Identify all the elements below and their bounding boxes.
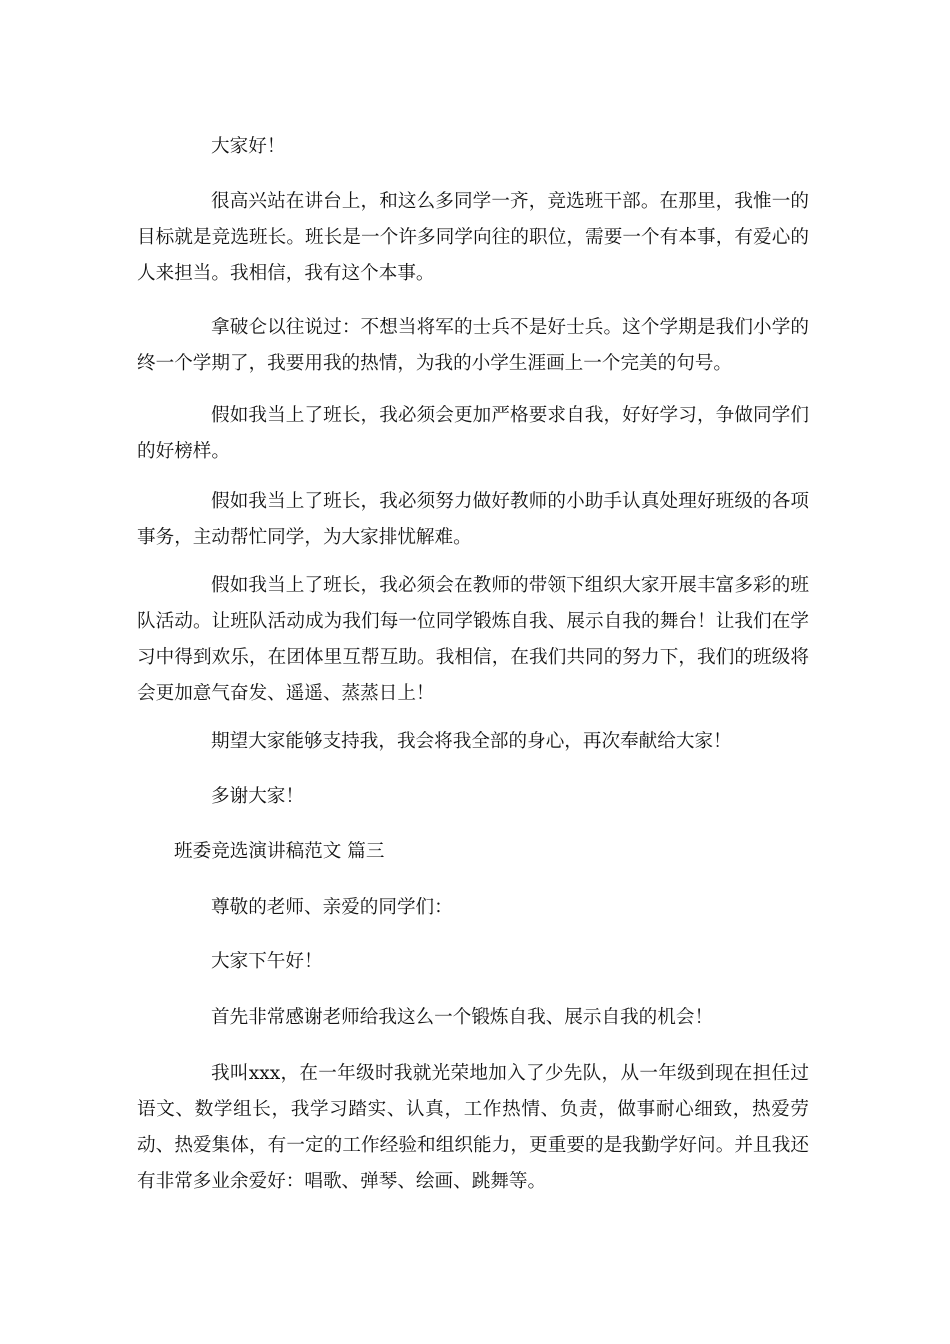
paragraph-napoleon: 拿破仑以往说过：不想当将军的士兵不是好士兵。这个学期是我们小学的终一个学期了，我要用我的热情，为我的小学生涯画上一个完美的句号。 bbox=[137, 317, 809, 374]
paragraph-hope: 期望大家能够支持我，我会将我全部的身心，再次奉献给大家！ bbox=[211, 731, 732, 752]
paragraph-good-afternoon: 大家下午好！ bbox=[211, 951, 323, 972]
paragraph-promise-1: 假如我当上了班长，我必须会更加严格要求自我，好好学习，争做同学们的好榜样。 bbox=[137, 405, 809, 462]
paragraph-intro: 很高兴站在讲台上，和这么多同学一齐，竞选班干部。在那里，我惟一的目标就是竞选班长。班长是一个许多同学向往的职位，需要一个有本事，有爱心的人来担当。我相信，我有这个本事。 bbox=[137, 191, 809, 284]
paragraph-promise-2: 假如我当上了班长，我必须努力做好教师的小助手认真处理好班级的各项事务，主动帮忙同学，为大家排忧解难。 bbox=[137, 491, 809, 548]
paragraph-gratitude: 首先非常感谢老师给我这么一个锻炼自我、展示自我的机会！ bbox=[211, 1007, 714, 1028]
paragraph-greeting: 大家好！ bbox=[211, 136, 286, 157]
paragraph-thanks: 多谢大家！ bbox=[211, 786, 304, 807]
paragraph-self-intro: 我叫xxx，在一年级时我就光荣地加入了少先队，从一年级到现在担任过语文、数学组长，我学习踏实、认真，工作热情、负责，做事耐心细致，热爱劳动、热爱集体，有一定的工作经验和组织能力，更重要的是我勤学好问。并且我还有非常多业余爱好：唱歌、弹琴、绘画、跳舞等。 bbox=[137, 1063, 809, 1192]
section-heading: 班委竞选演讲稿范文 篇三 bbox=[174, 841, 385, 862]
paragraph-promise-3: 假如我当上了班长，我必须会在教师的带领下组织大家开展丰富多彩的班队活动。让班队活动成为我们每一位同学锻炼自我、展示自我的舞台！让我们在学习中得到欢乐，在团体里互帮互助。我相信，在我们共同的努力下，我们的班级将会更加意气奋发、遥遥、蒸蒸日上！ bbox=[137, 575, 809, 704]
paragraph-salutation: 尊敬的老师、亲爱的同学们： bbox=[211, 897, 453, 918]
